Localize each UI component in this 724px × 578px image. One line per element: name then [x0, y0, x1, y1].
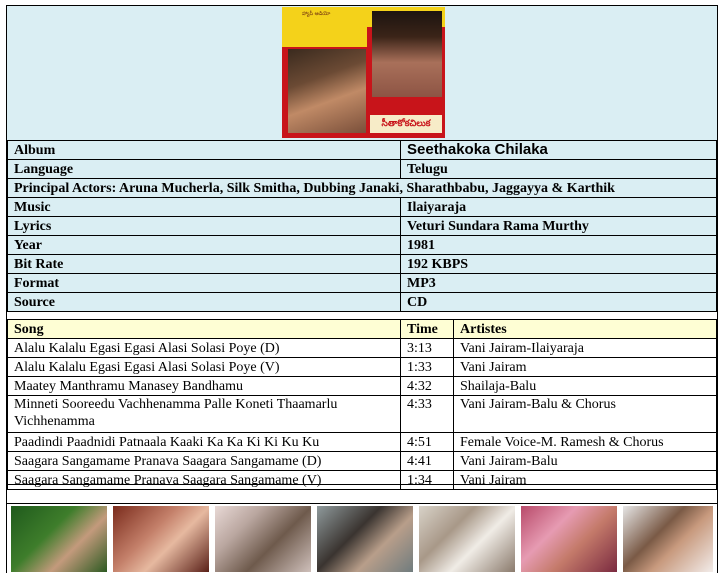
info-row-language [8, 160, 717, 179]
info-row-year [8, 236, 717, 255]
info-row-actors [8, 179, 717, 198]
film-still-image [521, 506, 617, 572]
songs-table [7, 319, 717, 490]
info-row-album [8, 141, 717, 160]
song-time: 3:13 [401, 339, 454, 358]
song-artistes: Vani Jairam [454, 471, 717, 490]
song-artistes: Female Voice-M. Ramesh & Chorus [454, 433, 717, 452]
cover-row [7, 6, 717, 141]
cover-publisher-text: హ్యాపీ ఆడియో [302, 11, 331, 17]
song-artistes: Vani Jairam-Balu & Chorus [454, 396, 717, 433]
song-artistes: Vani Jairam-Ilaiyaraja [454, 339, 717, 358]
info-label: Language [8, 160, 401, 179]
song-time: 4:32 [401, 377, 454, 396]
info-value: CD [401, 293, 717, 312]
cover-actor-photo [288, 49, 366, 133]
song-time: 4:33 [401, 396, 454, 433]
song-time: 4:41 [401, 452, 454, 471]
song-title: Maatey Manthramu Manasey Bandhamu [8, 377, 401, 396]
song-title: Saagara Sangamame Pranava Saagara Sangamame (D) [8, 452, 401, 471]
song-title: Minneti Sooreedu Vachhenamma Palle Koneti Thaamarlu Vichhenamma [8, 396, 401, 433]
song-title: Alalu Kalalu Egasi Egasi Alasi Solasi Poye (D) [8, 339, 401, 358]
song-title: Paadindi Paadnidi Patnaala Kaaki Ka Ka Ki Ki Ku Ku [8, 433, 401, 452]
info-row-source [8, 293, 717, 312]
song-column-header: Song [8, 320, 401, 339]
film-still-image [623, 506, 713, 572]
song-row [8, 339, 717, 358]
info-label: Album [8, 141, 401, 160]
info-row-bitrate [8, 255, 717, 274]
info-value: 192 KBPS [401, 255, 717, 274]
cover-actress-photo [372, 11, 442, 97]
song-row [8, 358, 717, 377]
album-cover-image [282, 7, 445, 138]
artistes-column-header: Artistes [454, 320, 717, 339]
info-label: Lyrics [8, 217, 401, 236]
film-still-image [113, 506, 209, 572]
info-row-format [8, 274, 717, 293]
album-info-table [7, 140, 717, 312]
page-frame [6, 5, 718, 573]
info-row-music [8, 198, 717, 217]
song-time: 1:33 [401, 358, 454, 377]
info-value: Ilaiyaraja [401, 198, 717, 217]
album-title: Seethakoka Chilaka [407, 141, 548, 158]
info-value: Telugu [401, 160, 717, 179]
film-still-image [215, 506, 311, 572]
info-label: Year [8, 236, 401, 255]
info-label: Format [8, 274, 401, 293]
info-label: Music [8, 198, 401, 217]
song-time: 1:34 [401, 471, 454, 490]
song-title: Alalu Kalalu Egasi Egasi Alasi Solasi Poye (V) [8, 358, 401, 377]
song-row [8, 377, 717, 396]
song-row [8, 433, 717, 452]
song-row [8, 452, 717, 471]
info-value: Veturi Sundara Rama Murthy [401, 217, 717, 236]
song-title: Saagara Sangamame Pranava Saagara Sangamame (V) [8, 471, 401, 490]
film-still-image [11, 506, 107, 572]
song-artistes: Vani Jairam-Balu [454, 452, 717, 471]
principal-actors: Principal Actors: Aruna Mucherla, Silk Smitha, Dubbing Janaki, Sharathbabu, Jaggayya & Karthik [8, 179, 717, 198]
cover-telugu-title: సీతాకోకచిలుక [370, 115, 442, 133]
info-value: 1981 [401, 236, 717, 255]
song-time: 4:51 [401, 433, 454, 452]
time-column-header: Time [401, 320, 454, 339]
song-artistes: Shailaja-Balu [454, 377, 717, 396]
film-still-image [317, 506, 413, 572]
song-row [8, 396, 717, 433]
film-stills-strip [7, 503, 717, 574]
empty-row [7, 484, 717, 503]
songs-header-row [8, 320, 717, 339]
info-label: Bit Rate [8, 255, 401, 274]
song-artistes: Vani Jairam [454, 358, 717, 377]
film-still-image [419, 506, 515, 572]
info-row-lyrics [8, 217, 717, 236]
info-value: MP3 [401, 274, 717, 293]
info-label: Source [8, 293, 401, 312]
